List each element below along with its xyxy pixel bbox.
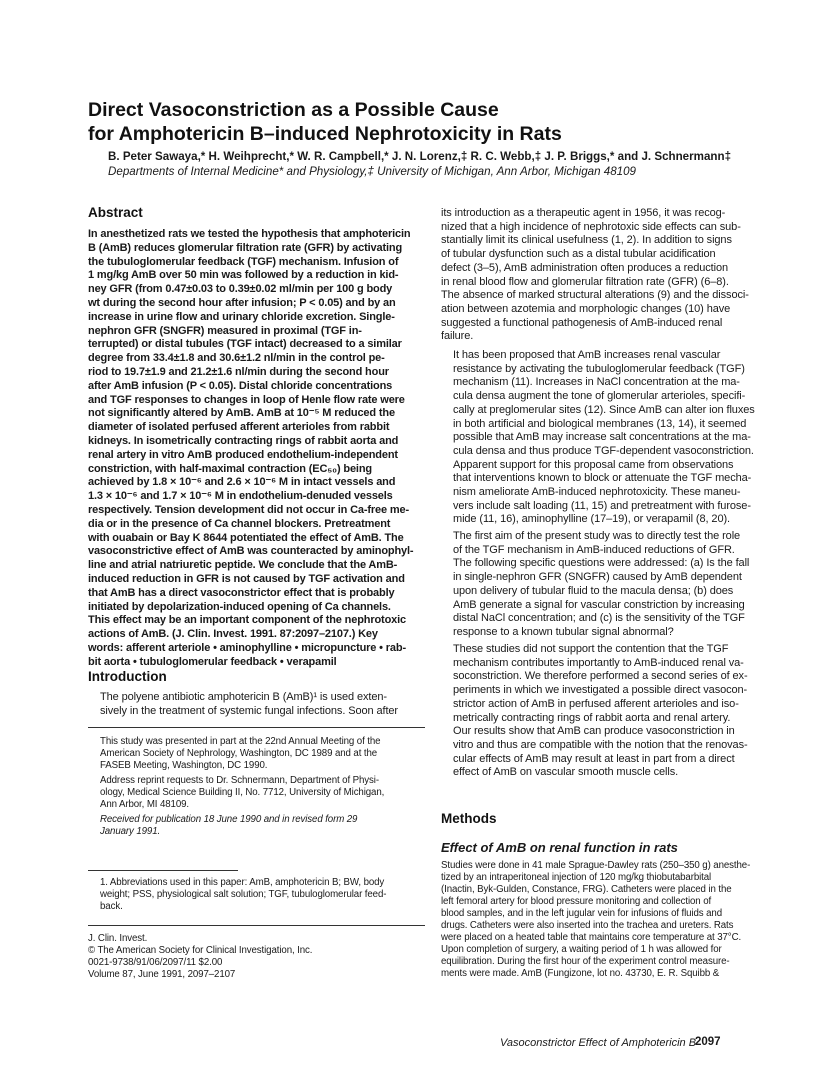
text-line: Address reprint requests to Dr. Schnermann, Department of Physi-: [100, 775, 379, 786]
text-line: induced reduction in GFR is not caused by TGF activation and: [88, 572, 405, 585]
copyright-divider: [88, 925, 425, 926]
text-line: suggested a functional pathogenesis of AmB-induced renal: [441, 316, 723, 329]
text-line: Our results show that AmB can produce vasoconstriction in: [453, 725, 735, 738]
text-line: resistance by activating the tubuloglomerular feedback (TGF): [453, 362, 745, 375]
text-line: failure.: [441, 330, 474, 343]
text-line: mechanism contributes importantly to AmB-induced renal va-: [453, 656, 744, 669]
text-line: ology, Medical Science Building II, No. 7712, University of Michigan,: [100, 787, 385, 798]
author-list: B. Peter Sawaya,* H. Weihprecht,* W. R. Campbell,* J. N. Lorenz,‡ R. C. Webb,‡ J. P. Briggs,* and J. Schnermann‡: [108, 150, 732, 163]
text-line: defect (3–5), AmB administration often produces a reduction: [441, 261, 728, 274]
text-line: diameter of isolated perfused afferent arterioles from rabbit: [88, 421, 390, 434]
text-line: The following specific questions were addressed: (a) Is the fall: [453, 557, 750, 570]
text-line: ments were made. AmB (Fungizone, lot no. 43730, E. R. Squibb &: [441, 968, 720, 979]
text-line: The absence of marked structural alterations (9) and the dissoci-: [441, 289, 749, 302]
text-line: blood samples, and in the left jugular vein for infusions of fluids and: [441, 908, 723, 919]
introduction-heading: Introduction: [88, 669, 167, 684]
methods-subheading: Effect of AmB on renal function in rats: [441, 840, 678, 855]
text-line: in single-nephron GFR (SNGFR) caused by AmB dependent: [453, 571, 742, 584]
text-line: terrupted) or distal tubules (TGF intact) decreased to a similar: [88, 338, 402, 351]
text-line: Volume 87, June 1991, 2097–2107: [88, 969, 236, 980]
text-line: Received for publication 18 June 1990 and in revised form 29: [100, 814, 358, 825]
methods-heading: Methods: [441, 811, 497, 826]
text-line: FASEB Meeting, Washington, DC 1990.: [100, 760, 268, 771]
text-line: 1.3 × 10⁻⁶ and 1.7 × 10⁻⁶ M in endothelium-denuded vessels: [88, 490, 393, 503]
text-line: soconstriction. We therefore performed a second series of ex-: [453, 670, 748, 683]
intro-paragraph-2: [441, 349, 781, 527]
copyright-block: [88, 933, 428, 981]
text-line: strictor action of AmB in perfused afferent arterioles and iso-: [453, 697, 739, 710]
text-line: weight; PSS, physiological salt solution; TGF, tubuloglomerular feed-: [100, 889, 387, 900]
text-line: This effect may be an important component of the nephrotoxic: [88, 614, 406, 627]
title-line: for Amphotericin B–induced Nephrotoxicity in Rats: [88, 123, 562, 145]
text-line: renal artery in vitro AmB produced endothelium-independent: [88, 448, 398, 461]
text-line: 0021-9738/91/06/2097/11 $2.00: [88, 957, 223, 968]
text-line: 1 mg/kg AmB over 50 min was followed by a reduction in kid-: [88, 269, 399, 282]
text-line: cular effects of AmB may result at least in part from a direct: [453, 752, 735, 765]
text-line: nized that a high incidence of nephrotoxic side effects can sub-: [441, 220, 741, 233]
text-line: left femoral artery for blood pressure monitoring and collection of: [441, 896, 712, 907]
affiliation: Departments of Internal Medicine* and Physiology,‡ University of Michigan, Ann Arbor, Michigan 48109: [108, 165, 637, 178]
text-line: of the TGF mechanism in AmB-induced reductions of GFR.: [453, 543, 735, 556]
page-number: 2097: [695, 1036, 721, 1048]
abstract-heading: Abstract: [88, 205, 143, 220]
text-line: constriction, with half-maximal contraction (EC₅₀) being: [88, 462, 372, 475]
text-line: This study was presented in part at the 22nd Annual Meeting of the: [100, 736, 381, 747]
text-line: B (AmB) reduces glomerular filtration rate (GFR) by activating: [88, 241, 403, 254]
abbreviations-footnote: [88, 877, 428, 913]
text-line: These studies did not support the contention that the TGF: [453, 643, 729, 655]
text-line: upon delivery of tubular fluid to the macula densa; (b) does: [453, 584, 734, 597]
text-line: its introduction as a therapeutic agent in 1956, it was recog-: [441, 207, 726, 219]
text-line: kidneys. In isometrically contracting rings of rabbit aorta and: [88, 434, 399, 447]
text-line: drugs. Catheters were also inserted into the trachea and ureters. Rats: [441, 920, 734, 931]
text-line: Ann Arbor, MI 48109.: [100, 799, 190, 810]
text-line: riod to 19.7±1.9 and 21.2±1.6 nl/min during the second hour: [88, 365, 389, 378]
text-line: dia or in the presence of Ca channel blockers. Pretreatment: [88, 517, 391, 530]
text-line: metrically contracting rings of rabbit aorta and renal artery.: [453, 711, 731, 724]
intro-paragraph-1: [441, 207, 781, 344]
text-line: (Inactin, Byk-Gulden, Constance, FRG). Catheters were placed in the: [441, 884, 732, 895]
text-line: after AmB infusion (P < 0.05). Distal chloride concentrations: [88, 379, 393, 392]
text-line: Apparent support for this proposal came from observations: [453, 458, 734, 471]
text-line: The polyene antibiotic amphotericin B (AmB)¹ is used exten-: [100, 691, 387, 703]
text-line: distal NaCl concentration; and (c) is the sensitivity of the TGF: [453, 612, 745, 625]
text-line: vasoconstrictive effect of AmB was counteracted by aminophyl-: [88, 545, 414, 558]
text-line: effect of AmB on vascular smooth muscle cells.: [453, 766, 679, 779]
text-line: The first aim of the present study was to directly test the role: [453, 530, 741, 542]
text-line: back.: [100, 901, 123, 912]
text-line: stantially limit its clinical usefulness (1, 2). In addition to signs: [441, 234, 732, 247]
methods-paragraph: [441, 860, 781, 980]
text-line: were placed on a heated table that maintains core temperature at 37°C.: [441, 932, 742, 943]
text-line: J. Clin. Invest.: [88, 933, 148, 944]
text-line: January 1991.: [100, 826, 161, 837]
text-line: cula densa augment the tone of glomerular arterioles, specifi-: [453, 390, 746, 403]
text-line: periments in which we investigated a possible direct vasocon-: [453, 684, 748, 697]
reprint-address: [88, 775, 428, 811]
text-line: cally at preglomerular sites (12). Since AmB can alter ion fluxes: [453, 403, 755, 416]
text-line: that AmB has a direct vasoconstrictor effect that is probably: [88, 586, 395, 599]
article-title: [88, 98, 748, 146]
text-line: of tubular dysfunction such as a distal tubular acidification: [441, 248, 716, 261]
presentation-note: [88, 736, 428, 772]
text-line: nism ameliorate AmB-induced nephrotoxicity. These maneu-: [453, 486, 741, 499]
intro-paragraph-3: [441, 530, 781, 640]
text-line: 1. Abbreviations used in this paper: AmB, amphotericin B; BW, body: [100, 877, 385, 888]
text-line: respectively. Tension development did not occur in Ca-free me-: [88, 503, 409, 516]
text-line: Upon completion of surgery, a waiting period of 1 h was allowed for: [441, 944, 722, 955]
text-line: cula densa and thus produce TGF-dependent vasoconstriction.: [453, 444, 754, 457]
text-line: degree from 33.4±1.8 and 30.6±1.2 nl/min in the control pe-: [88, 352, 385, 365]
text-line: words: afferent arteriole • aminophylline • micropuncture • rab-: [88, 641, 406, 654]
text-line: with ouabain or Bay K 8644 potentiated the effect of AmB. The: [88, 531, 404, 544]
text-line: mide (11, 16), aminophylline (17–19), or verapamil (8, 20).: [453, 513, 730, 526]
text-line: ney GFR (from 0.47±0.03 to 0.39±0.02 ml/min per 100 g body: [88, 283, 393, 296]
text-line: increase in urine flow and urinary chloride excretion. Single-: [88, 310, 395, 323]
text-line: vitro and thus are compatible with the notion that the renovas-: [453, 738, 748, 751]
text-line: vers include salt loading (11, 15) and pretreatment with furose-: [453, 499, 751, 512]
text-line: © The American Society for Clinical Investigation, Inc.: [88, 945, 313, 956]
text-line: sively in the treatment of systemic fungal infections. Soon after: [100, 704, 398, 717]
text-line: and TGF responses to changes in loop of Henle flow rate were: [88, 393, 405, 406]
text-line: American Society of Nephrology, Washington, DC 1989 and at the: [100, 748, 378, 759]
text-line: equilibration. During the first hour of the experiment control measure-: [441, 956, 730, 967]
text-line: mechanism (11). Increases in NaCl concentration at the ma-: [453, 376, 740, 389]
text-line: line and atrial natriuretic peptide. We conclude that the AmB-: [88, 559, 398, 572]
text-line: ation between azotemia and morphologic changes (10) have: [441, 302, 731, 315]
text-line: wt during the second hour after infusion; P < 0.05) and by an: [88, 296, 396, 309]
text-line: initiated by depolarization-induced opening of Ca channels.: [88, 600, 391, 613]
text-line: actions of AmB. (J. Clin. Invest. 1991. 87:2097–2107.) Key: [88, 628, 378, 641]
text-line: the tubuloglomerular feedback (TGF) mechanism. Infusion of: [88, 255, 399, 268]
received-dates: [88, 814, 428, 838]
text-line: It has been proposed that AmB increases renal vascular: [453, 349, 721, 361]
running-head: Vasoconstrictor Effect of Amphotericin B: [500, 1037, 697, 1049]
text-line: In anesthetized rats we tested the hypothesis that amphotericin: [88, 228, 411, 240]
text-line: AmB generate a signal for vascular constriction by increasing: [453, 598, 745, 611]
text-line: possible that AmB may increase salt concentrations at the ma-: [453, 431, 751, 444]
text-line: response to a known tubular signal abnormal?: [453, 625, 674, 638]
footnote-divider: [88, 727, 425, 728]
intro-paragraph-4: [441, 643, 781, 780]
text-line: in both artificial and biological membranes (13, 14), it seemed: [453, 417, 747, 430]
text-line: that interventions known to block or attenuate the TGF mecha-: [453, 472, 752, 485]
abbrev-divider: [88, 870, 238, 871]
text-line: in renal blood flow and glomerular filtration rate (GFR) (6–8).: [441, 275, 729, 288]
text-line: bit aorta • tubuloglomerular feedback • verapamil: [88, 655, 337, 668]
abstract-body: [88, 228, 426, 670]
text-line: Studies were done in 41 male Sprague-Dawley rats (250–350 g) anesthe-: [441, 860, 751, 871]
text-line: tized by an intraperitoneal injection of 120 mg/kg thiobutabarbital: [441, 872, 712, 883]
text-line: not significantly altered by AmB. AmB at 10⁻⁵ M reduced the: [88, 407, 395, 420]
text-line: nephron GFR (SNGFR) measured in proximal (TGF in-: [88, 324, 362, 337]
title-line: Direct Vasoconstriction as a Possible Cause: [88, 99, 499, 121]
text-line: achieved by 1.8 × 10⁻⁶ and 2.6 × 10⁻⁶ M in intact vessels and: [88, 476, 396, 489]
introduction-body: [88, 691, 428, 718]
